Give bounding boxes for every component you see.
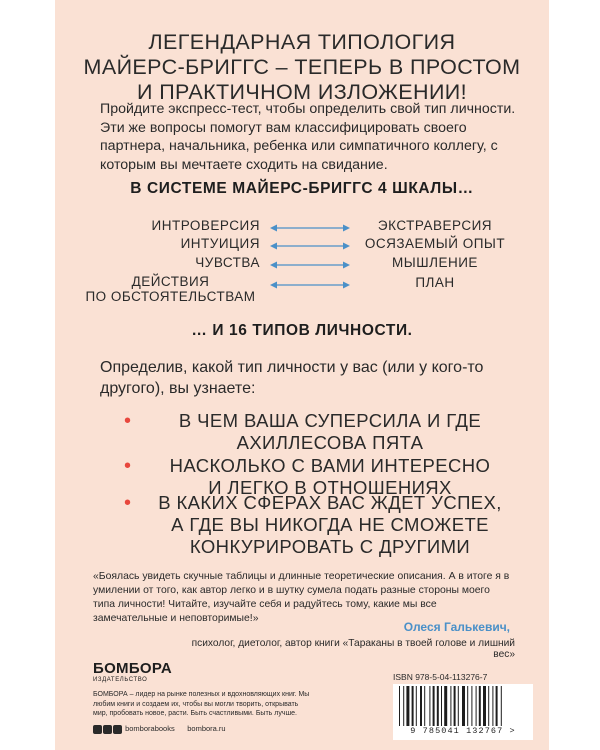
double-arrow-icon [270,261,350,269]
bullet-line: АХИЛЛЕСОВА ПЯТА [236,432,424,453]
barcode-bar [471,686,472,726]
facebook-icon [93,725,102,734]
scale-right: ПЛАН [415,275,455,290]
barcode-bar [454,686,456,726]
barcode-bar [403,686,404,726]
barcode-bar [458,686,459,726]
double-arrow-icon [270,224,350,232]
quote-author: Олеся Галькевич, [403,620,510,634]
barcode-bar [424,686,425,726]
scale-left: ИНТРОВЕРСИЯ [151,218,260,233]
barcode-bar [488,686,489,726]
barcode-bar [492,686,493,726]
publisher-name: БОМБОРА [93,660,173,677]
barcode-bar [441,686,442,726]
scale-row [55,274,549,304]
bullet-dot-icon: • [124,410,132,432]
barcode-bar [406,686,409,726]
barcode-bar [420,686,422,726]
scale-left [78,274,263,304]
barcode-bar [416,686,417,726]
bullet-line: В КАКИХ СФЕРАХ ВАС ЖДЕТ УСПЕХ, [158,492,502,513]
lead-paragraph: Определив, какой тип личности у вас (или у кого-то другого), вы узнаете: [100,359,484,397]
publisher-logo [93,660,172,683]
bullet-line: КОНКУРИРОВАТЬ С ДРУГИМИ [189,536,471,557]
barcode-bar [444,686,447,726]
scale-left-line: ДЕЙСТВИЯ [131,274,210,289]
barcode-bar [450,686,451,726]
bullet-dot-icon: • [124,455,132,477]
scale-row [55,255,549,275]
bullet-item [124,410,530,454]
bullet-line: НАСКОЛЬКО С ВАМИ ИНТЕРЕСНО [169,455,491,476]
types-title: … И 16 ТИПОВ ЛИЧНОСТИ. [191,322,413,339]
publisher-description: БОМБОРА – лидер на рынке полезных и вдохновляющих книг. Мы любим книги и создаем их, чтобы вы могли творить, открывать мир, пробовать новое, расти. Быть счастливыми. Быть лучше. [93,691,310,717]
scale-row [55,236,549,256]
bullet-line: В ЧЕМ ВАША СУПЕРСИЛА И ГДЕ [178,410,482,431]
scales-title: В СИСТЕМЕ МАЙЕРС-БРИГГС 4 ШКАЛЫ… [130,180,474,197]
headline-line: И ПРАКТИЧНОМ ИЗЛОЖЕНИИ! [136,80,468,104]
intro-paragraph: Пройдите экспресс-тест, чтобы определить свой тип личности. Эти же вопросы помогут вам классифицировать своего партнера, начальника, ребенка или симпатичного коллегу, с которым вы мечтаете сходить на свидание. [100,101,516,173]
scale-left: ЧУВСТВА [195,255,260,270]
publisher-sub: ИЗДАТЕЛЬСТВО [93,677,148,683]
scale-right: ОСЯЗАЕМЫЙ ОПЫТ [364,236,506,251]
bullet-line: И ЛЕГКО В ОТНОШЕНИЯХ [208,477,452,498]
barcode-bar [479,686,481,726]
barcode-bar [496,686,498,726]
bullet-line: А ГДЕ ВЫ НИКОГДА НЕ СМОЖЕТЕ [171,514,489,535]
social-links [93,724,226,734]
barcode-bar [412,686,414,726]
headline-line: ЛЕГЕНДАРНАЯ ТИПОЛОГИЯ [148,30,456,54]
book-back-cover [55,0,549,750]
barcode-digits: 9 785041 132767 > [410,726,516,736]
barcode-bar [476,686,477,726]
barcode-bars-icon [395,686,531,726]
quote-author-description: психолог, диетолог, автор книги «Тараканы в твоей голове и лишний вес» [191,638,515,660]
publisher-site: bombora.ru [187,724,226,733]
bullet-dot-icon: • [124,492,132,514]
barcode-bar [501,686,502,726]
instagram-icon [113,725,122,734]
barcode-bar [483,686,486,726]
double-arrow-icon [270,242,350,250]
barcode-bar [429,686,430,726]
scale-right: МЫШЛЕНИЕ [392,255,478,270]
scale-right: ЭКСТРАВЕРСИЯ [377,218,493,233]
barcode [393,684,533,740]
social-handle: bomborabooks [125,724,175,733]
scale-row [55,218,549,238]
scale-left-line: ПО ОБСТОЯТЕЛЬСТВАМ [85,289,256,304]
barcode-bar [433,686,435,726]
barcode-bar [467,686,468,726]
double-arrow-icon [270,281,350,289]
barcode-bar [437,686,439,726]
review-quote: «Боялась увидеть скучные таблицы и длинные теоретические описания. А в итоге я в умилении от того, как автор легко и в шутку сумела подать разные стороны моего типа личности! Читайте, изучайте себя и радуйтесь тому, какие мы все замечательные и неповторимые!» [93,571,510,624]
barcode-bar [399,686,400,726]
vk-icon [103,725,112,734]
headline [55,30,549,105]
bullet-item [124,492,530,558]
isbn: ISBN 978-5-04-113276-7 [393,672,488,682]
barcode-bar [462,686,465,726]
headline-line: МАЙЕРС-БРИГГС – ТЕПЕРЬ В ПРОСТОМ [83,55,521,79]
scale-left: ИНТУИЦИЯ [180,236,260,251]
